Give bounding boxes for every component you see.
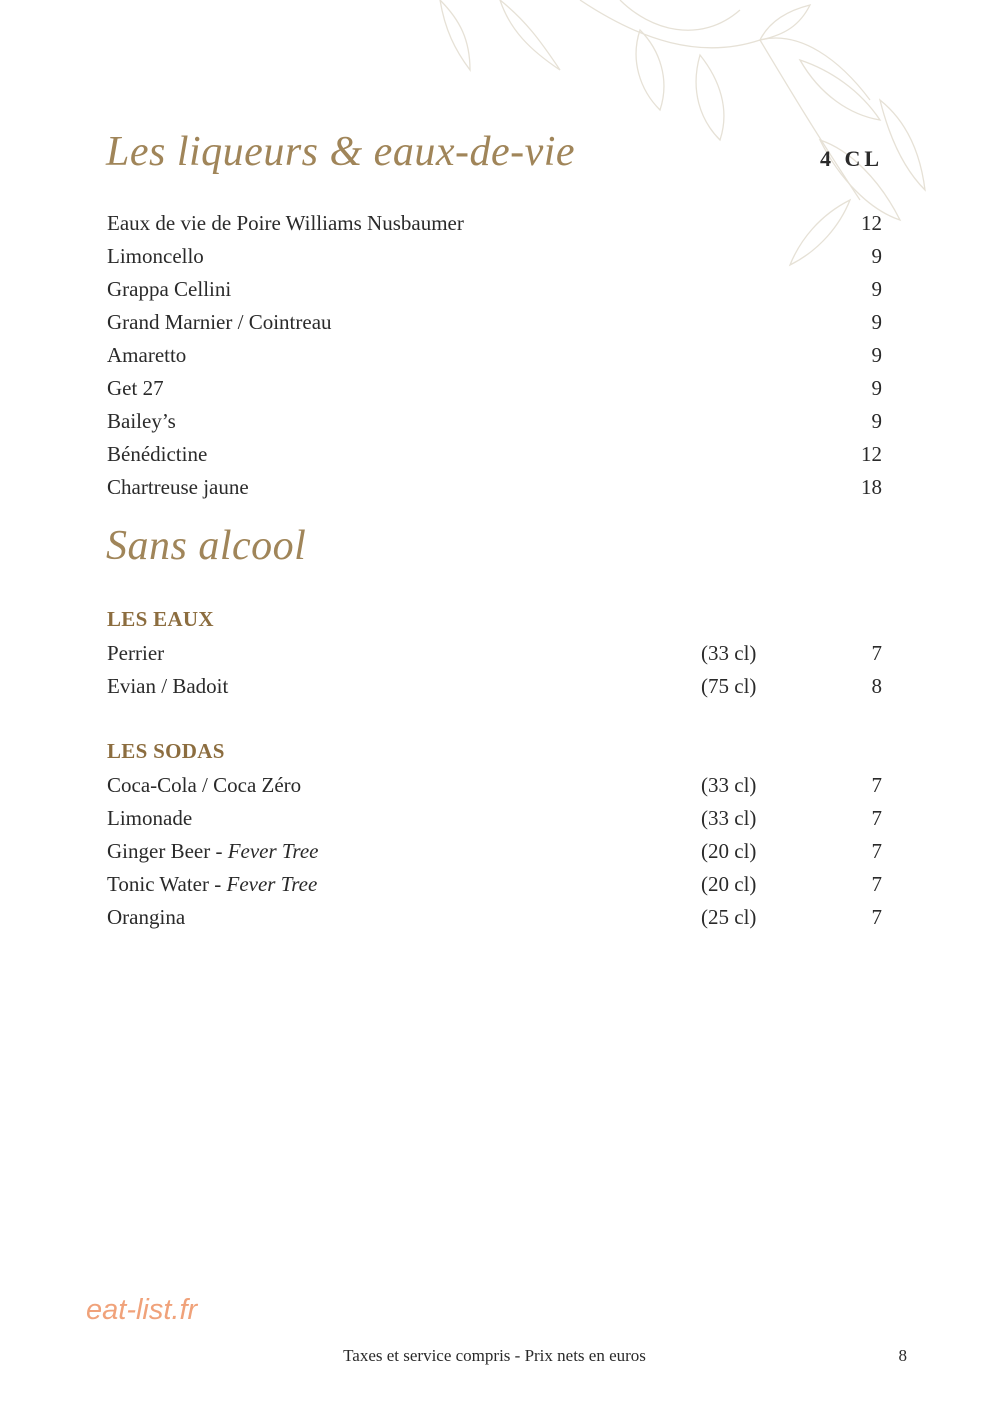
item-price: 9 [871,409,882,433]
item-name: Ginger Beer - Fever Tree [107,839,319,863]
site-watermark: eat-list.fr [86,1294,198,1326]
liqueurs-section-title: Les liqueurs & eaux-de-vie [106,129,576,175]
list-item [107,306,882,339]
item-name: Limonade [107,806,193,830]
item-name: Get 27 [107,376,164,400]
item-name: Amaretto [107,343,187,367]
page-number: 8 [898,1346,907,1365]
sodas-subheading: LES SODAS [107,739,225,763]
list-item [107,372,882,405]
item-brand: Fever Tree [227,839,319,863]
item-price: 9 [871,277,882,301]
item-name: Bailey’s [107,409,176,433]
item-name: Coca-Cola / Coca Zéro [107,773,302,797]
item-name: Limoncello [107,244,204,268]
item-price: 8 [871,674,882,698]
list-item [107,240,882,273]
list-item [107,438,882,471]
list-item [107,769,882,802]
item-name: Bénédictine [107,442,208,466]
item-price: 7 [871,806,882,830]
serving-size-label: 4 CL [819,146,883,171]
item-volume: (33 cl) [701,773,757,797]
item-name: Grand Marnier / Cointreau [107,310,332,334]
item-volume: (33 cl) [701,641,757,665]
list-item [107,273,882,306]
item-volume: (20 cl) [701,839,757,863]
item-price: 12 [861,211,882,235]
list-item [107,207,882,240]
item-price: 7 [871,773,882,797]
item-name: Chartreuse jaune [107,475,249,499]
list-item [107,405,882,438]
sans-alcool-section-title: Sans alcool [106,523,307,569]
item-price: 7 [871,641,882,665]
item-price: 7 [871,905,882,929]
list-item [107,637,882,670]
item-name: Evian / Badoit [107,674,229,698]
item-volume: (33 cl) [701,806,757,830]
item-price: 12 [861,442,882,466]
item-price: 9 [871,310,882,334]
item-price: 18 [861,475,882,499]
item-name: Grappa Cellini [107,277,232,301]
item-name: Perrier [107,641,165,665]
eaux-subheading: LES EAUX [107,607,214,631]
list-item [107,670,882,703]
item-price: 7 [871,839,882,863]
item-price: 9 [871,244,882,268]
list-item [107,835,882,868]
item-name: Orangina [107,905,186,929]
list-item [107,868,882,901]
item-brand: Fever Tree [226,872,318,896]
item-price: 9 [871,343,882,367]
list-item [107,901,882,934]
item-name: Eaux de vie de Poire Williams Nusbaumer [107,211,464,235]
list-item [107,802,882,835]
list-item [107,471,882,504]
item-volume: (20 cl) [701,872,757,896]
list-item [107,339,882,372]
item-price: 7 [871,872,882,896]
item-volume: (75 cl) [701,674,757,698]
footer-note: Taxes et service compris - Prix nets en euros [343,1346,646,1365]
item-name: Tonic Water - Fever Tree [107,872,318,896]
item-volume: (25 cl) [701,905,757,929]
item-price: 9 [871,376,882,400]
